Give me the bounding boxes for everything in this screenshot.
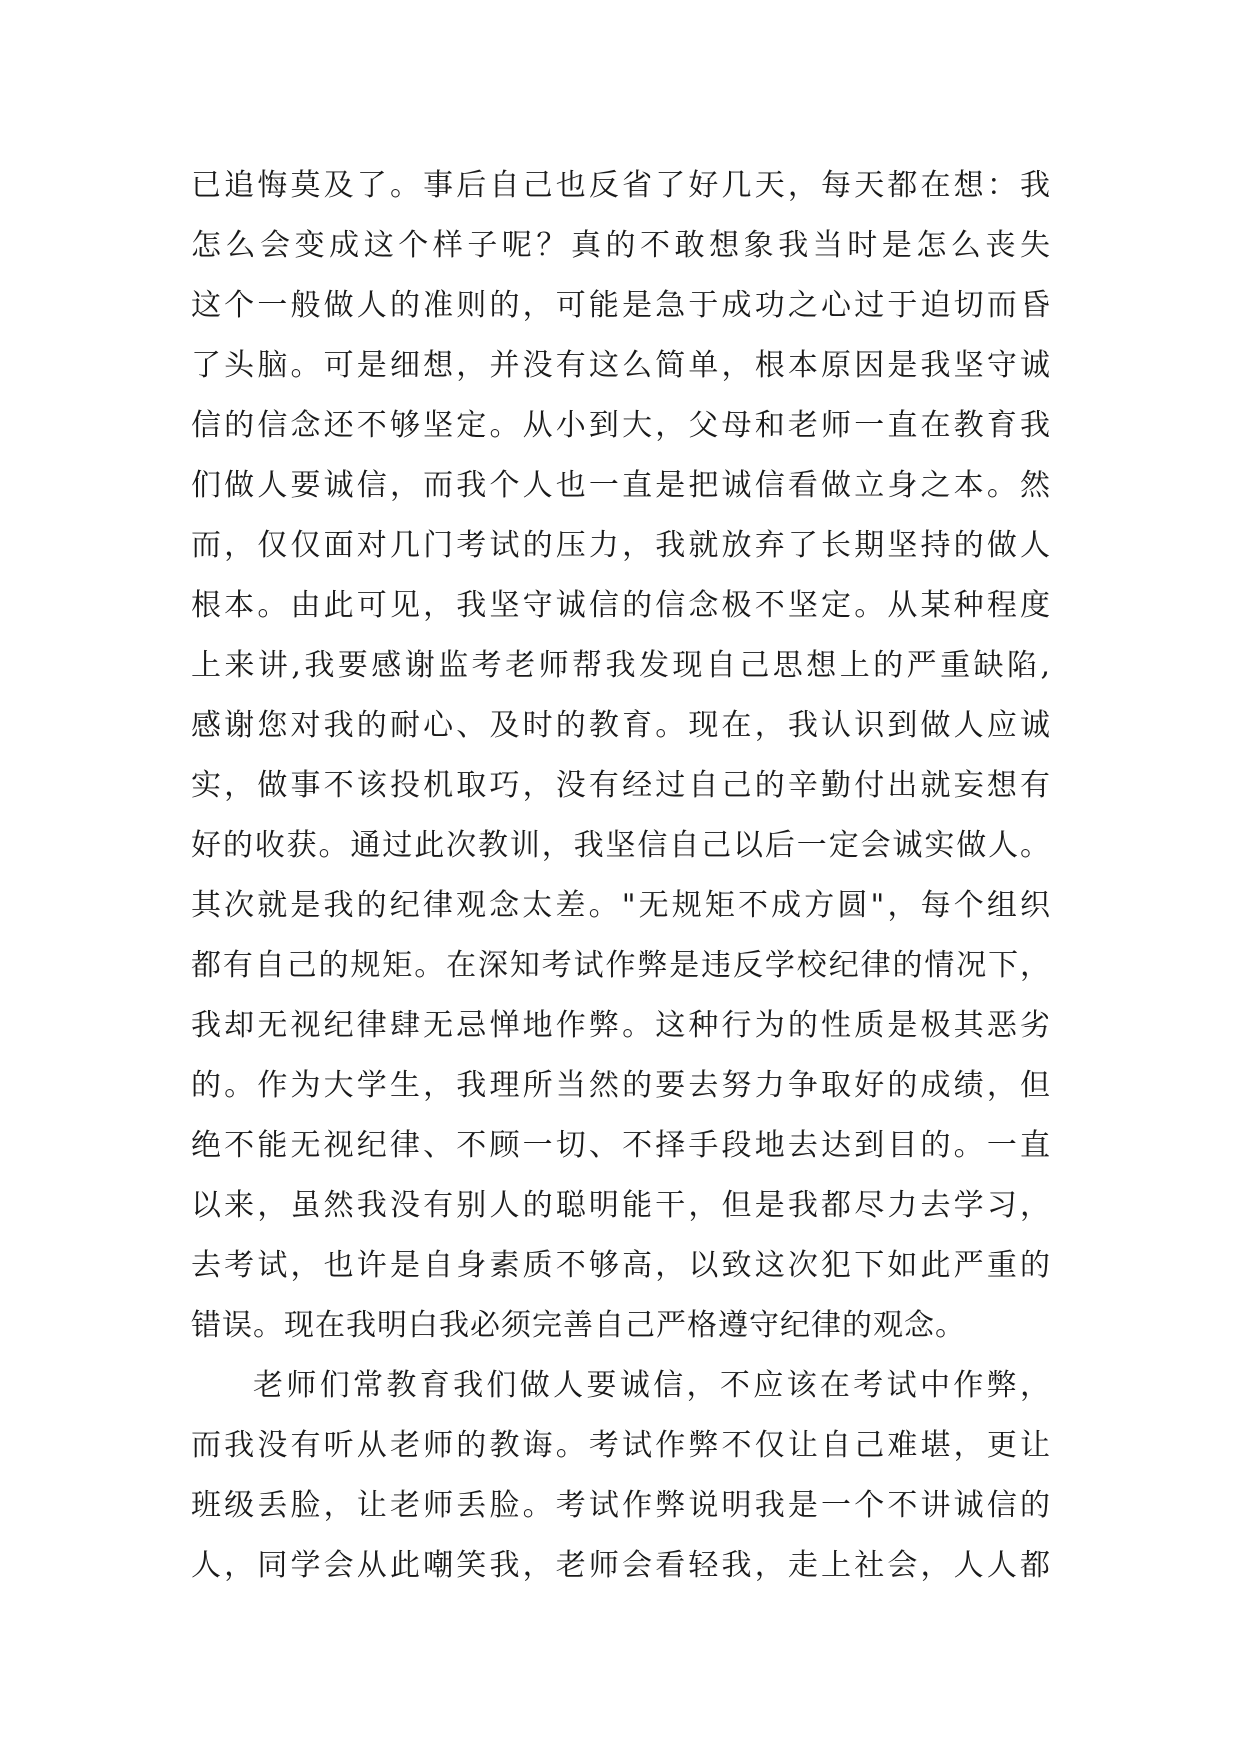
text-line: 根本。由此可见，我坚守诚信的信念极不坚定。从某种程度 bbox=[191, 588, 1051, 623]
text-line: 都有自己的规矩。在深知考试作弊是违反学校纪律的情况下， bbox=[191, 948, 1051, 983]
text-line: 以来，虽然我没有别人的聪明能干，但是我都尽力去学习， bbox=[191, 1188, 1051, 1223]
text-line: 已追悔莫及了。事后自己也反省了好几天，每天都在想：我 bbox=[191, 168, 1051, 203]
text-line: 们做人要诚信，而我个人也一直是把诚信看做立身之本。然 bbox=[191, 468, 1051, 503]
paragraph-first-line: 老师们常教育我们做人要诚信，不应该在考试中作弊， bbox=[253, 1368, 1051, 1403]
text-line: 信的信念还不够坚定。从小到大，父母和老师一直在教育我 bbox=[191, 408, 1051, 443]
text-line: 而我没有听从老师的教诲。考试作弊不仅让自己难堪，更让 bbox=[191, 1428, 1051, 1463]
text-line: 实，做事不该投机取巧，没有经过自己的辛勤付出就妄想有 bbox=[191, 768, 1051, 803]
document-body bbox=[191, 156, 1051, 1596]
text-line: 班级丢脸，让老师丢脸。考试作弊说明我是一个不讲诚信的 bbox=[191, 1488, 1051, 1523]
text-line: 这个一般做人的准则的，可能是急于成功之心过于迫切而昏 bbox=[191, 288, 1051, 323]
text-line: 感谢您对我的耐心、及时的教育。现在，我认识到做人应诚 bbox=[191, 708, 1051, 743]
text-line: 怎么会变成这个样子呢？真的不敢想象我当时是怎么丧失 bbox=[191, 228, 1051, 263]
text-line: 上来讲,我要感谢监考老师帮我发现自己思想上的严重缺陷, bbox=[191, 648, 1051, 683]
text-line: 其次就是我的纪律观念太差。"无规矩不成方圆"，每个组织 bbox=[191, 888, 1051, 923]
text-line: 我却无视纪律肆无忌惮地作弊。这种行为的性质是极其恶劣 bbox=[191, 1008, 1051, 1043]
text-line: 好的收获。通过此次教训，我坚信自己以后一定会诚实做人。 bbox=[191, 828, 1051, 863]
text-line: 了头脑。可是细想，并没有这么简单，根本原因是我坚守诚 bbox=[191, 348, 1051, 383]
text-line: 人，同学会从此嘲笑我，老师会看轻我，走上社会，人人都 bbox=[191, 1548, 1051, 1583]
text-line: 而，仅仅面对几门考试的压力，我就放弃了长期坚持的做人 bbox=[191, 528, 1051, 563]
text-line: 去考试，也许是自身素质不够高，以致这次犯下如此严重的 bbox=[191, 1248, 1051, 1283]
text-line: 的。作为大学生，我理所当然的要去努力争取好的成绩，但 bbox=[191, 1068, 1051, 1103]
text-line: 绝不能无视纪律、不顾一切、不择手段地去达到目的。一直 bbox=[191, 1128, 1051, 1163]
paragraph-end-line: 错误。现在我明白我必须完善自己严格遵守纪律的观念。 bbox=[191, 1308, 966, 1343]
